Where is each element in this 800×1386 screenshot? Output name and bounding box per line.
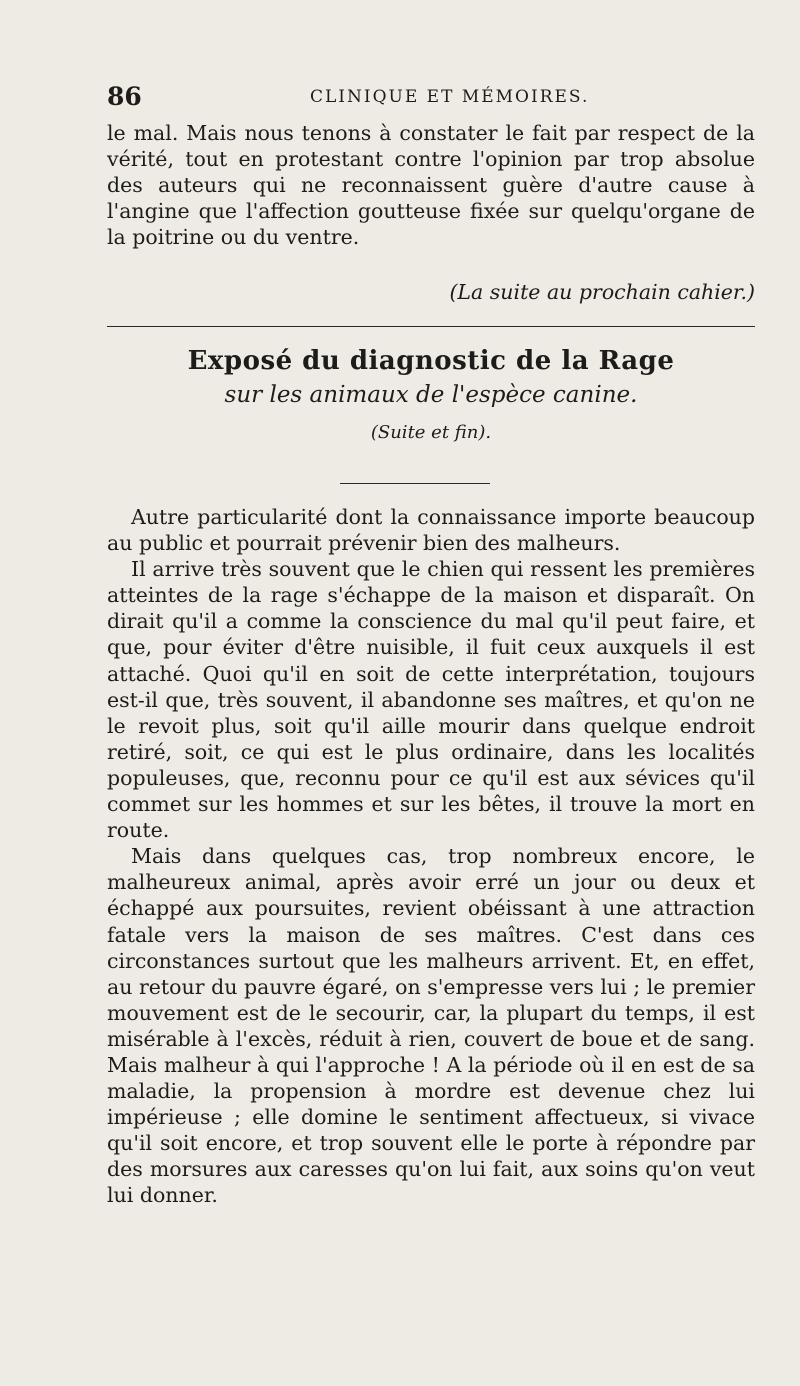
section-divider xyxy=(107,326,755,327)
body-paragraph: Il arrive très souvent que le chien qui ressent les premières atteintes de la rage s'échappe de la maison et disparaît. On dirait qu'il a comme la conscience du mal qu'il peut faire, et que, pour éviter d'être nuisible, il fuit ceux auxquels il est attaché. Quoi qu'il en soit de cette interprétation, toujours est-il que, très souvent, il abandonne ses maîtres, et qu'on ne le revoit plus, soit qu'il aille mourir dans quelque endroit retiré, soit, ce qui est le plus ordinaire, dans les localités populeuses, que, reconnu pour ce qu'il est aux sévices qu'il commet sur les hommes et sur les bêtes, il trouve la mort en route. xyxy=(107,557,755,843)
running-head: CLINIQUE ET MÉMOIRES. xyxy=(310,87,590,107)
page-number: 86 xyxy=(107,82,142,111)
previous-article-paragraph: le mal. Mais nous tenons à constater le fait par respect de la vérité, tout en protestant contre l'opinion par trop absolue des auteurs qui ne reconnaissent guère d'autre cause à l'angine que l'affection goutteuse fixée sur quelqu'organe de la poitrine ou du ventre. xyxy=(107,121,755,250)
article-suite-note: (Suite et fin). xyxy=(370,422,492,443)
body-paragraph: Mais dans quelques cas, trop nombreux encore, le malheureux animal, après avoir erré un jour ou deux et échappé aux poursuites, revient obéissant à une attraction fatale vers la maison de ses maîtres. C'est dans ces circonstances surtout que les malheurs arrivent. Et, en effet, au retour du pauvre égaré, on s'empresse vers lui ; le premier mouvement est de le secourir, car, la plupart du temps, il est misérable à l'excès, réduit à rien, couvert de boue et de sang. Mais malheur à qui l'approche ! A la période où il en est de sa maladie, la propension à mordre est devenue chez lui impérieuse ; elle domine le sentiment affectueux, si vivace qu'il soit encore, et trop souvent elle le porte à répondre par des morsures aux caresses qu'on lui fait, aux soins qu'on veut lui donner. xyxy=(107,844,755,1208)
page-header xyxy=(107,82,755,112)
continuation-note: (La suite au prochain cahier.) xyxy=(449,280,755,304)
title-divider xyxy=(340,483,490,484)
article-body xyxy=(107,504,755,1209)
article-title: Exposé du diagnostic de la Rage xyxy=(187,346,675,376)
article-subtitle: sur les animaux de l'espèce canine. xyxy=(224,382,638,408)
body-paragraph: Autre particularité dont la connaissance importe beaucoup au public et pourrait prévenir bien des malheurs. xyxy=(107,505,755,556)
previous-article-text xyxy=(107,120,755,250)
